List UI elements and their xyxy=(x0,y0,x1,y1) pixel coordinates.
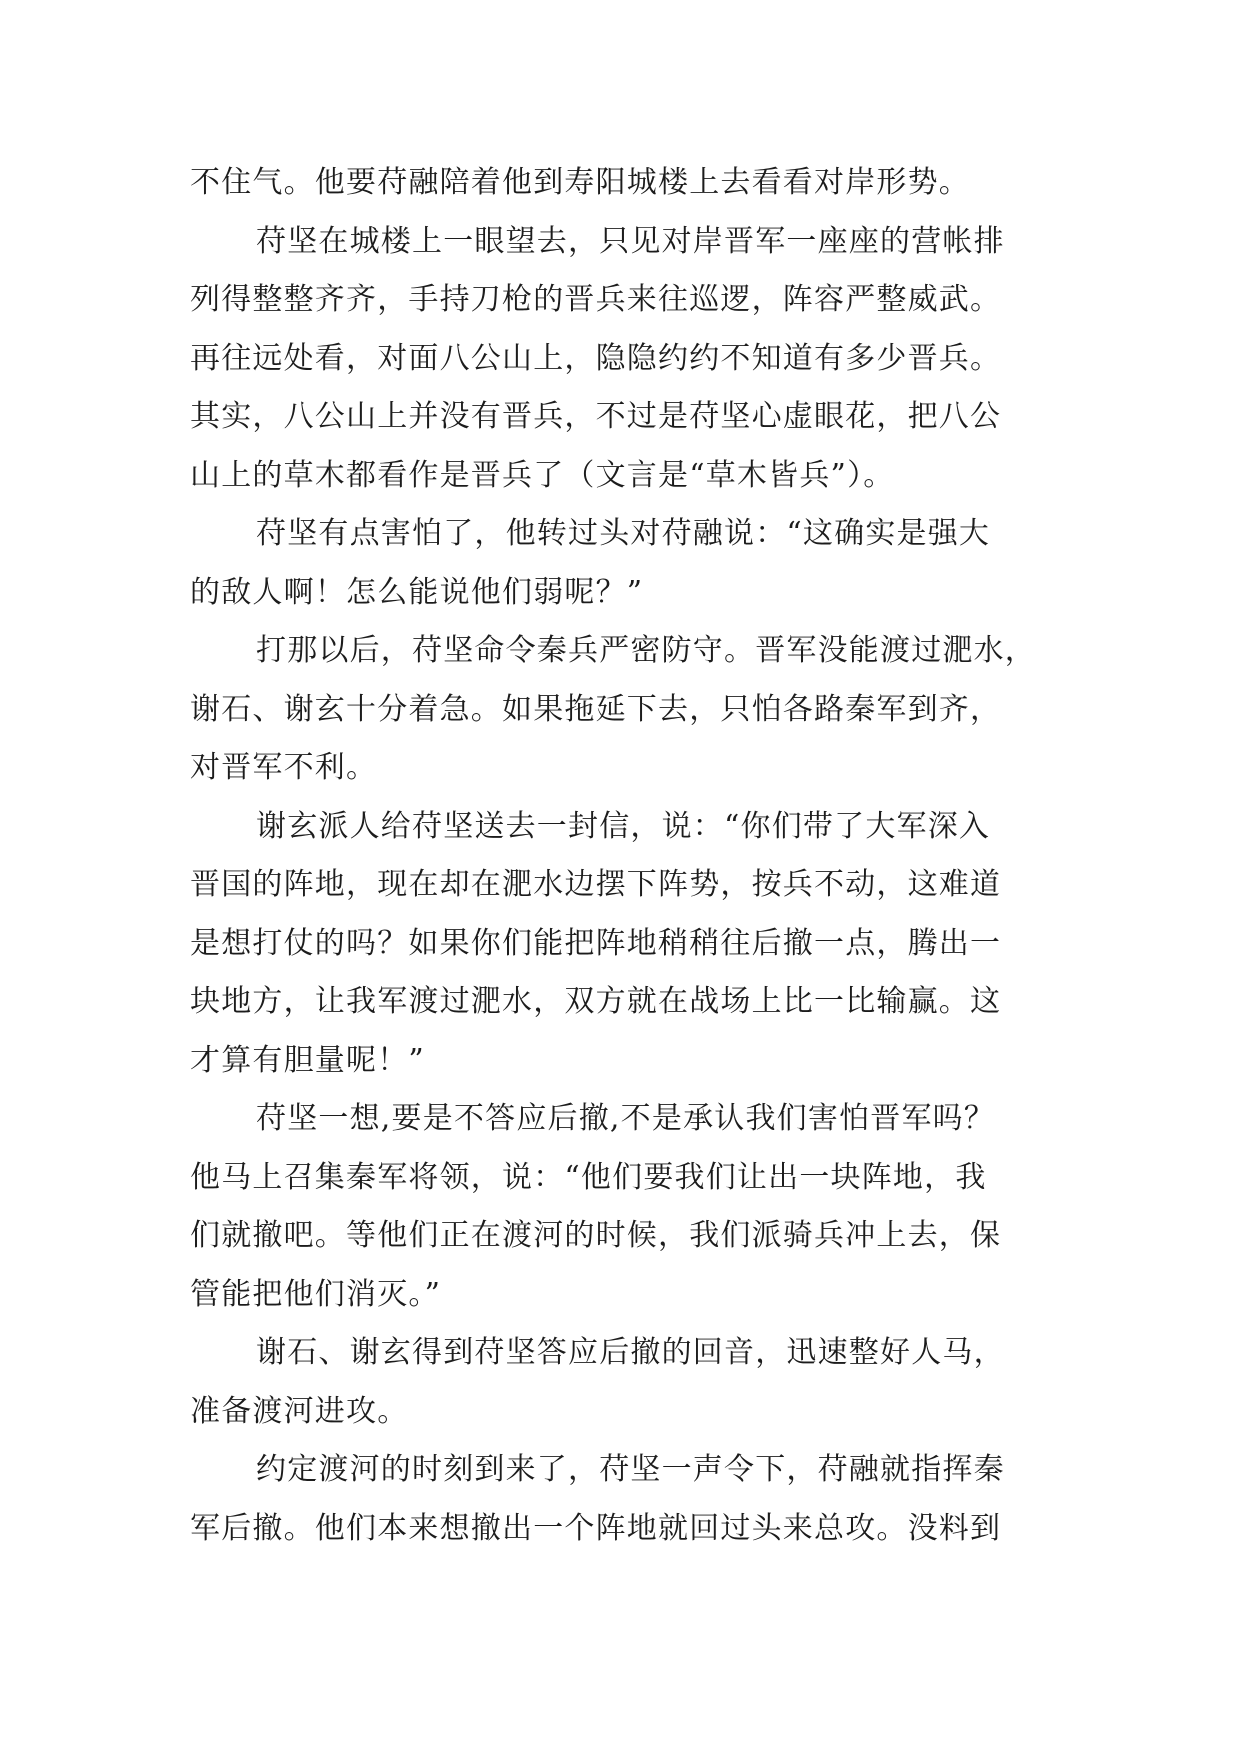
text-line: 是想打仗的吗？如果你们能把阵地稍稍往后撤一点，腾出一 xyxy=(190,925,1002,961)
text-line: 苻坚有点害怕了，他转过头对苻融说：“这确实是强大 xyxy=(256,516,991,551)
text-line: 打那以后，苻坚命令秦兵严密防守。晋军没能渡过淝水， xyxy=(256,633,1036,668)
text-line: 才算有胆量呢！” xyxy=(190,1042,425,1078)
text-line: 谢石、谢玄得到苻坚答应后撤的回音，迅速整好人马， xyxy=(256,1335,1005,1370)
text-line: 苻坚一想,要是不答应后撤,不是承认我们害怕晋军吗？ xyxy=(256,1101,996,1136)
text-line: 他马上召集秦军将领，说：“他们要我们让出一块阵地，我 xyxy=(190,1159,987,1195)
text-line: 列得整整齐齐，手持刀枪的晋兵来往巡逻，阵容严整威武。 xyxy=(190,282,1002,317)
text-line: 山上的草木都看作是晋兵了（文言是“草木皆兵”）。 xyxy=(190,457,895,493)
text-line: 们就撤吧。等他们正在渡河的时候，我们派骑兵冲上去，保 xyxy=(190,1218,1002,1253)
text-line: 谢石、谢玄十分着急。如果拖延下去，只怕各路秦军到齐， xyxy=(190,691,1002,727)
text-line: 谢玄派人给苻坚送去一封信，说：“你们带了大军深入 xyxy=(256,808,991,844)
text-line: 晋国的阵地，现在却在淝水边摆下阵势，按兵不动，这难道 xyxy=(190,867,1002,902)
text-line: 再往远处看，对面八公山上，隐隐约约不知道有多少晋兵。 xyxy=(190,340,1002,376)
text-line: 的敌人啊！怎么能说他们弱呢？” xyxy=(190,574,644,610)
text-line: 其实，八公山上并没有晋兵，不过是苻坚心虚眼花，把八公 xyxy=(190,399,1002,434)
text-line: 约定渡河的时刻到来了，苻坚一声令下，苻融就指挥秦 xyxy=(256,1452,1005,1487)
text-line: 苻坚在城楼上一眼望去，只见对岸晋军一座座的营帐排 xyxy=(256,223,1005,259)
body-text xyxy=(190,154,1065,1558)
text-line: 对晋军不利。 xyxy=(190,750,378,785)
text-line: 准备渡河进攻。 xyxy=(190,1393,409,1429)
text-line: 不住气。他要苻融陪着他到寿阳城楼上去看看对岸形势。 xyxy=(190,165,970,200)
text-line: 军后撤。他们本来想撤出一个阵地就回过头来总攻。没料到 xyxy=(190,1510,1002,1546)
text-line: 管能把他们消灭。” xyxy=(190,1276,442,1312)
text-line: 块地方，让我军渡过淝水，双方就在战场上比一比输赢。这 xyxy=(190,984,1002,1019)
